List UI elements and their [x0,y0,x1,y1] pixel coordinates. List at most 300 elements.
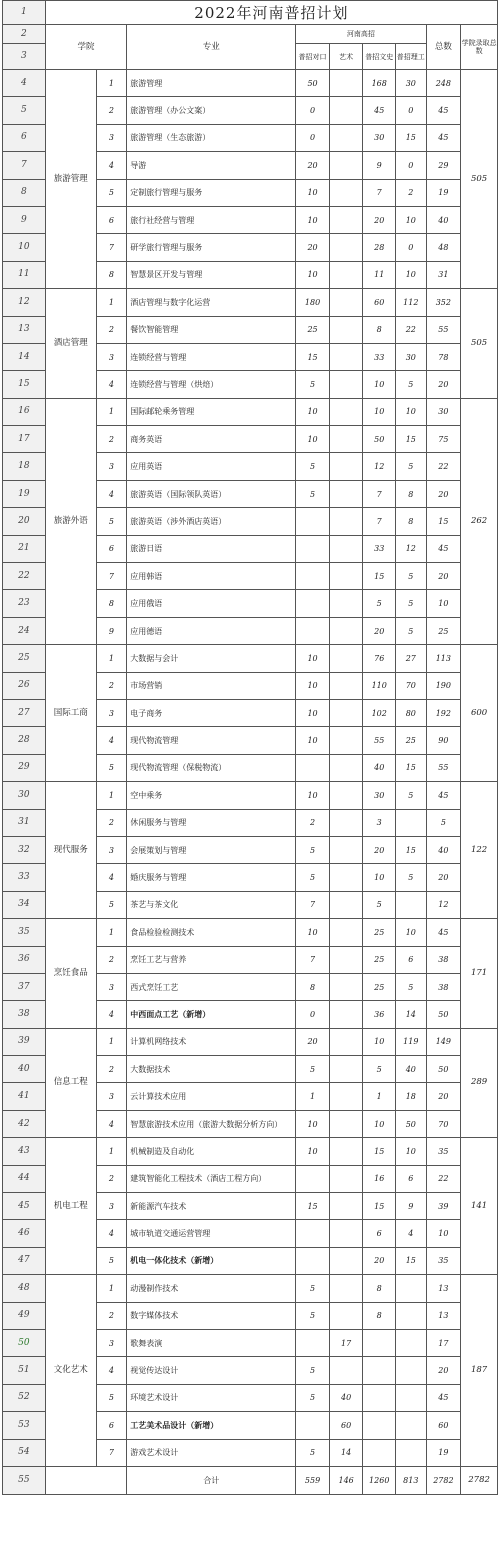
major-total: 190 [426,672,461,699]
table-row [3,645,498,672]
row-number[interactable]: 43 [3,1138,46,1165]
quota-ligong: 15 [396,836,427,863]
major-index: 3 [96,124,127,151]
quota-art [329,398,363,425]
quota-duikou: 180 [296,289,330,316]
row-number[interactable]: 48 [3,1275,46,1302]
major-name: 工艺美术品设计（新增） [127,1412,296,1439]
major-total: 29 [426,152,461,179]
quota-art [329,836,363,863]
summary-college-total: 2782 [461,1466,498,1494]
quota-ligong: 15 [396,124,427,151]
major-index: 4 [96,1001,127,1028]
quota-duikou: 7 [296,946,330,973]
quota-wenshi: 76 [363,645,396,672]
row-number[interactable]: 40 [3,1056,46,1083]
row-number[interactable]: 10 [3,234,46,261]
header-art: 艺术 [329,44,363,70]
major-index: 2 [96,97,127,124]
row-number[interactable]: 50 [3,1329,46,1356]
quota-art [329,1110,363,1137]
quota-ligong: 6 [396,946,427,973]
major-index: 8 [96,261,127,288]
quota-wenshi: 10 [363,398,396,425]
quota-art [329,371,363,398]
quota-ligong [396,809,427,836]
quota-duikou: 10 [296,1110,330,1137]
quota-wenshi: 20 [363,617,396,644]
major-index: 4 [96,1357,127,1384]
major-name: 旅游管理（生态旅游） [127,124,296,151]
major-name: 空中乘务 [127,782,296,809]
quota-ligong: 12 [396,535,427,562]
table-row [3,398,498,425]
row-number[interactable]: 8 [3,179,46,206]
major-name: 机电一体化技术（新增） [127,1247,296,1274]
major-name: 旅游管理 [127,70,296,97]
quota-duikou: 5 [296,1275,330,1302]
summary-art: 146 [329,1466,363,1494]
major-index: 1 [96,1138,127,1165]
major-index: 5 [96,508,127,535]
major-index: 8 [96,590,127,617]
major-index: 2 [96,1056,127,1083]
college-name: 信息工程 [45,1028,96,1138]
quota-ligong: 10 [396,261,427,288]
major-total: 90 [426,727,461,754]
row-number[interactable]: 55 [3,1466,46,1494]
major-total: 19 [426,179,461,206]
quota-wenshi: 10 [363,1028,396,1055]
major-name: 中西面点工艺（新增） [127,1001,296,1028]
quota-art [329,1275,363,1302]
quota-art [329,289,363,316]
quota-duikou [296,535,330,562]
row-number[interactable]: 14 [3,343,46,370]
row-number[interactable]: 16 [3,398,46,425]
quota-wenshi: 1 [363,1083,396,1110]
quota-duikou: 20 [296,1028,330,1055]
table-row [3,1138,498,1165]
quota-duikou [296,563,330,590]
quota-wenshi: 9 [363,152,396,179]
row-number[interactable]: 6 [3,124,46,151]
quota-duikou [296,1165,330,1192]
quota-wenshi: 45 [363,97,396,124]
major-name: 会展策划与管理 [127,836,296,863]
quota-ligong: 5 [396,371,427,398]
quota-duikou: 10 [296,699,330,726]
quota-duikou: 5 [296,371,330,398]
quota-wenshi: 25 [363,973,396,1000]
quota-ligong: 4 [396,1220,427,1247]
summary-duikou: 559 [296,1466,330,1494]
major-name: 云计算技术应用 [127,1083,296,1110]
quota-ligong: 5 [396,590,427,617]
major-name: 环境艺术设计 [127,1384,296,1411]
major-name: 国际邮轮乘务管理 [127,398,296,425]
quota-wenshi: 7 [363,480,396,507]
quota-art [329,1247,363,1274]
row-number[interactable]: 5 [3,97,46,124]
row-number[interactable]: 1 [3,1,46,25]
row-number[interactable]: 54 [3,1439,46,1466]
row-number[interactable]: 23 [3,590,46,617]
major-total: 15 [426,508,461,535]
major-total: 20 [426,1083,461,1110]
quota-wenshi: 28 [363,234,396,261]
row-number[interactable]: 4 [3,70,46,97]
row-number[interactable]: 17 [3,426,46,453]
major-name: 餐饮智能管理 [127,316,296,343]
quota-art [329,426,363,453]
quota-wenshi: 20 [363,836,396,863]
row-number[interactable]: 13 [3,316,46,343]
quota-ligong: 0 [396,234,427,261]
major-name: 现代物流管理（保税物流） [127,754,296,781]
major-total: 12 [426,891,461,918]
major-name: 食品检验检测技术 [127,919,296,946]
major-name: 新能源汽车技术 [127,1193,296,1220]
quota-art: 60 [329,1412,363,1439]
quota-duikou [296,508,330,535]
row-number[interactable]: 9 [3,206,46,233]
quota-ligong: 119 [396,1028,427,1055]
row-number[interactable]: 44 [3,1165,46,1192]
row-number[interactable]: 35 [3,919,46,946]
quota-ligong: 15 [396,426,427,453]
major-name: 应用英语 [127,453,296,480]
major-total: 45 [426,97,461,124]
row-number[interactable]: 46 [3,1220,46,1247]
major-total: 60 [426,1412,461,1439]
quota-art [329,946,363,973]
major-total: 17 [426,1329,461,1356]
major-index: 1 [96,1028,127,1055]
quota-wenshi: 110 [363,672,396,699]
row-number[interactable]: 11 [3,261,46,288]
row-number[interactable]: 45 [3,1193,46,1220]
summary-ligong: 813 [396,1466,427,1494]
quota-duikou: 0 [296,124,330,151]
quota-duikou: 10 [296,426,330,453]
major-index: 3 [96,699,127,726]
row-number[interactable]: 52 [3,1384,46,1411]
table-row [3,1275,498,1302]
major-total: 352 [426,289,461,316]
major-total: 55 [426,316,461,343]
college-name: 文化艺术 [45,1275,96,1467]
major-index: 2 [96,1302,127,1329]
major-index: 3 [96,836,127,863]
major-total: 10 [426,1220,461,1247]
quota-duikou [296,754,330,781]
major-name: 现代物流管理 [127,727,296,754]
quota-ligong: 70 [396,672,427,699]
major-name: 智慧旅游技术应用（旅游大数据分析方向） [127,1110,296,1137]
quota-ligong: 80 [396,699,427,726]
major-index: 1 [96,398,127,425]
header-college: 学院 [45,25,126,70]
quota-duikou: 10 [296,206,330,233]
major-name: 休闲服务与管理 [127,809,296,836]
table-row [3,782,498,809]
major-index: 5 [96,891,127,918]
quota-wenshi: 5 [363,1056,396,1083]
major-total: 48 [426,234,461,261]
row-number[interactable]: 20 [3,508,46,535]
quota-wenshi [363,1329,396,1356]
row-number[interactable]: 38 [3,1001,46,1028]
quota-wenshi: 10 [363,1110,396,1137]
major-total: 45 [426,535,461,562]
quota-duikou: 10 [296,261,330,288]
quota-ligong: 30 [396,70,427,97]
quota-art [329,234,363,261]
quota-wenshi: 11 [363,261,396,288]
major-index: 3 [96,1329,127,1356]
quota-art [329,1056,363,1083]
quota-duikou: 5 [296,864,330,891]
quota-wenshi: 5 [363,891,396,918]
quota-ligong: 15 [396,1247,427,1274]
row-number[interactable]: 28 [3,727,46,754]
quota-duikou: 0 [296,1001,330,1028]
summary-blank [45,1466,126,1494]
quota-art [329,261,363,288]
major-name: 旅游英语（涉外酒店英语） [127,508,296,535]
quota-art: 40 [329,1384,363,1411]
major-total: 20 [426,563,461,590]
quota-duikou: 10 [296,398,330,425]
quota-art [329,152,363,179]
major-total: 13 [426,1275,461,1302]
row-number[interactable]: 51 [3,1357,46,1384]
quota-ligong [396,1329,427,1356]
major-index: 1 [96,919,127,946]
quota-wenshi: 8 [363,1275,396,1302]
row-number[interactable]: 37 [3,973,46,1000]
major-total: 45 [426,782,461,809]
quota-duikou: 2 [296,809,330,836]
quota-wenshi: 10 [363,371,396,398]
row-number[interactable]: 41 [3,1083,46,1110]
major-name: 研学旅行管理与服务 [127,234,296,261]
row-number[interactable]: 33 [3,864,46,891]
row-number[interactable]: 24 [3,617,46,644]
row-number[interactable]: 25 [3,645,46,672]
quota-art [329,70,363,97]
major-total: 30 [426,398,461,425]
major-name: 机械制造及自动化 [127,1138,296,1165]
summary-row [3,1466,498,1494]
header-henan: 河南高招 [296,25,426,44]
quota-art [329,891,363,918]
major-name: 大数据与会计 [127,645,296,672]
row-number[interactable]: 21 [3,535,46,562]
quota-wenshi: 12 [363,453,396,480]
quota-ligong: 14 [396,1001,427,1028]
quota-duikou: 5 [296,480,330,507]
row-number[interactable]: 42 [3,1110,46,1137]
quota-duikou: 10 [296,645,330,672]
major-name: 动漫制作技术 [127,1275,296,1302]
major-index: 5 [96,754,127,781]
major-total: 75 [426,426,461,453]
college-name: 现代服务 [45,782,96,919]
row-number[interactable]: 36 [3,946,46,973]
row-number[interactable]: 7 [3,152,46,179]
major-total: 45 [426,919,461,946]
quota-wenshi: 33 [363,535,396,562]
major-name: 市场营销 [127,672,296,699]
quota-ligong: 5 [396,864,427,891]
quota-ligong [396,1384,427,1411]
major-index: 2 [96,809,127,836]
quota-art [329,453,363,480]
major-name: 导游 [127,152,296,179]
quota-duikou: 10 [296,919,330,946]
quota-art [329,782,363,809]
quota-art [329,124,363,151]
row-number[interactable]: 26 [3,672,46,699]
major-index: 4 [96,727,127,754]
quota-wenshi: 36 [363,1001,396,1028]
row-number[interactable]: 22 [3,563,46,590]
major-name: 歌舞表演 [127,1329,296,1356]
row-number[interactable]: 18 [3,453,46,480]
quota-ligong: 25 [396,727,427,754]
major-total: 149 [426,1028,461,1055]
quota-ligong: 10 [396,398,427,425]
quota-wenshi: 8 [363,1302,396,1329]
quota-wenshi: 7 [363,179,396,206]
major-name: 西式烹饪工艺 [127,973,296,1000]
quota-ligong: 22 [396,316,427,343]
quota-ligong: 30 [396,343,427,370]
quota-duikou: 5 [296,1056,330,1083]
major-total: 113 [426,645,461,672]
college-total: 187 [461,1275,498,1467]
major-name: 酒店管理与数字化运营 [127,289,296,316]
quota-art [329,919,363,946]
quota-art [329,973,363,1000]
quota-art [329,1083,363,1110]
quota-wenshi: 25 [363,946,396,973]
quota-art [329,645,363,672]
quota-art [329,617,363,644]
quota-art [329,480,363,507]
quota-art [329,1028,363,1055]
major-index: 3 [96,343,127,370]
major-index: 1 [96,1275,127,1302]
college-total: 600 [461,645,498,782]
header-total: 总数 [426,25,461,70]
quota-ligong: 5 [396,973,427,1000]
major-total: 20 [426,1357,461,1384]
major-total: 22 [426,1165,461,1192]
row-number[interactable]: 27 [3,699,46,726]
major-index: 3 [96,973,127,1000]
major-total: 25 [426,617,461,644]
major-name: 旅行社经营与管理 [127,206,296,233]
quota-ligong: 2 [396,179,427,206]
quota-ligong [396,1439,427,1466]
table-row [3,289,498,316]
row-number[interactable]: 47 [3,1247,46,1274]
row-number[interactable]: 29 [3,754,46,781]
quota-ligong: 10 [396,919,427,946]
row-number[interactable]: 19 [3,480,46,507]
row-number[interactable]: 15 [3,371,46,398]
major-index: 4 [96,1110,127,1137]
major-total: 22 [426,453,461,480]
college-name: 旅游管理 [45,70,96,289]
quota-art [329,563,363,590]
major-total: 10 [426,590,461,617]
major-index: 7 [96,234,127,261]
quota-wenshi [363,1357,396,1384]
header-pz-wenshi: 普招文史 [363,44,396,70]
major-total: 38 [426,946,461,973]
quota-art [329,1302,363,1329]
row-number[interactable]: 31 [3,809,46,836]
major-total: 20 [426,480,461,507]
major-total: 20 [426,864,461,891]
row-number[interactable]: 30 [3,782,46,809]
quota-duikou: 20 [296,234,330,261]
row-number[interactable]: 32 [3,836,46,863]
quota-duikou: 10 [296,672,330,699]
row-number[interactable]: 2 [3,25,46,44]
major-name: 大数据技术 [127,1056,296,1083]
quota-ligong [396,1302,427,1329]
quota-duikou: 50 [296,70,330,97]
row-number[interactable]: 53 [3,1412,46,1439]
row-number[interactable]: 34 [3,891,46,918]
quota-wenshi: 20 [363,206,396,233]
quota-wenshi: 3 [363,809,396,836]
quota-wenshi: 25 [363,919,396,946]
quota-wenshi: 20 [363,1247,396,1274]
quota-wenshi [363,1384,396,1411]
quota-art [329,754,363,781]
quota-ligong [396,1275,427,1302]
row-number[interactable]: 39 [3,1028,46,1055]
quota-duikou [296,1220,330,1247]
major-index: 3 [96,453,127,480]
quota-wenshi: 15 [363,563,396,590]
quota-wenshi: 15 [363,1193,396,1220]
row-number[interactable]: 12 [3,289,46,316]
quota-wenshi: 8 [363,316,396,343]
major-name: 烹饪工艺与营养 [127,946,296,973]
row-number[interactable]: 49 [3,1302,46,1329]
header-pz-ligong: 普招理工 [396,44,427,70]
major-name: 茶艺与茶文化 [127,891,296,918]
summary-total: 2782 [426,1466,461,1494]
row-number[interactable]: 3 [3,44,46,70]
major-index: 3 [96,1193,127,1220]
quota-ligong [396,891,427,918]
quota-ligong [396,1357,427,1384]
major-total: 70 [426,1110,461,1137]
major-name: 应用俄语 [127,590,296,617]
major-total: 50 [426,1001,461,1028]
college-total: 289 [461,1028,498,1138]
quota-ligong: 5 [396,782,427,809]
major-index: 1 [96,782,127,809]
